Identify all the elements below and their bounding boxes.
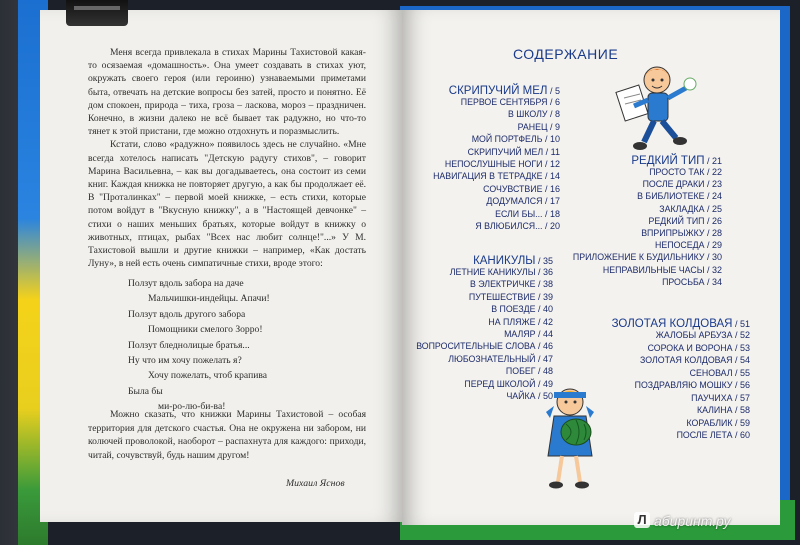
girl-with-watermelon-illustration — [532, 382, 612, 494]
toc-entry — [640, 355, 750, 365]
toc-entry-page: / 25 — [704, 203, 722, 214]
toc-entry-title: В ЭЛЕКТРИЧКЕ — [469, 279, 536, 290]
toc-entry-title: ПРОСТО ТАК — [649, 167, 705, 177]
toc-entry — [470, 279, 553, 289]
toc-entry-page: / 36 — [535, 267, 553, 277]
toc-entry-page: / 47 — [535, 353, 553, 364]
poem-line: Ползут вдоль другого забора — [128, 308, 246, 320]
toc-entry-page: / 12 — [542, 159, 560, 169]
toc-entry — [691, 393, 750, 403]
toc-entry — [461, 97, 560, 107]
toc-entry-page: / 46 — [535, 341, 553, 352]
toc-entry-title: ЖАЛОБЫ АРБУЗА — [655, 330, 733, 340]
foreword-paragraph: Меня всегда привлекала в стихах Марины Тахистовой какая-то осязаемая «домашность». Она умеет создавать в стихах уют, окружать своего героя (или героиню) узнаваемыми приметами быта, отвечать на детские вопросы без затей, просто и понятно. Её дом спокоен, природа – тиха, гроза – ласкова, мороз – праздничен. Конечно, в жизни далеко не всё бывает так радужно, но что-то тянет к этой пристани, где можно отдохнуть и поразмыслить. — [88, 47, 366, 138]
toc-entry-title: ПОСЛЕ ДРАКИ — [642, 179, 705, 190]
toc-entry-title: ДОДУМАЛСЯ — [486, 196, 543, 207]
toc-entry — [448, 354, 553, 364]
toc-entry — [643, 179, 722, 189]
toc-section-title: ЗОЛОТАЯ КОЛДОВАЯ — [611, 318, 733, 330]
poem-line: Ползут бледнолицые братья... — [128, 339, 250, 351]
toc-entry-title: МОЙ ПОРТФЕЛЬ — [471, 134, 543, 145]
toc-entry-title: ЛЕТНИЕ КАНИКУЛЫ — [449, 267, 536, 277]
toc-entry — [518, 122, 560, 132]
toc-title: СОДЕРЖАНИЕ — [513, 46, 619, 62]
toc-entry-title: РЕДКИЙ ТИП — [648, 215, 705, 226]
toc-entry-page: / 32 — [704, 264, 722, 275]
toc-entry — [506, 366, 553, 376]
toc-entry — [641, 228, 722, 238]
poem-line: Помощники смелого Зорро! — [148, 324, 263, 336]
toc-entry-page: / 24 — [704, 191, 722, 202]
toc-entry-title: НЕПОСЕДА — [655, 240, 705, 251]
toc-entry-title: ПОБЕГ — [505, 366, 536, 377]
toc-section-page: / 5 — [547, 86, 560, 96]
toc-entry-page: / 34 — [704, 276, 722, 287]
toc-entry-page: / 40 — [535, 304, 553, 315]
toc-entry-title: НЕПОСЛУШНЫЕ НОГИ — [444, 159, 543, 169]
toc-entry-title: ЕСЛИ БЫ... — [495, 208, 543, 219]
toc-entry-title: ПЕРЕД ШКОЛОЙ — [464, 378, 536, 389]
toc-entry-page: / 60 — [732, 430, 750, 440]
foreword-paragraph: Можно сказать, что книжки Марины Тахистовой – особая территория для детского счастья. Она не окружена ни забором, ни колючей проволокой, наоборот – распахнута для каждого: приходи, читай, сочувствуй, будь нашим другом! — [88, 409, 366, 461]
toc-entry-title: СКРИПУЧИЙ МЕЛ — [467, 146, 544, 157]
toc-entry — [483, 184, 560, 194]
toc-section-title: КАНИКУЛЫ — [473, 255, 536, 267]
toc-section-title: СКРИПУЧИЙ МЕЛ — [448, 85, 548, 97]
toc-entry-page: / 39 — [535, 291, 553, 302]
toc-section-heading — [473, 255, 553, 267]
toc-entry-title: В ПОЕЗДЕ — [491, 304, 536, 315]
toc-entry-title: ПАУЧИХА — [691, 392, 733, 403]
toc-entry-title: ПУТЕШЕСТВИЕ — [468, 291, 536, 302]
toc-entry-page: / 16 — [542, 183, 560, 194]
poem-line: Была бы — [128, 385, 163, 397]
toc-entry — [656, 330, 750, 340]
toc-entry-page: / 56 — [732, 380, 750, 390]
toc-entry-title: ПЕРВОЕ СЕНТЯБРЯ — [460, 97, 548, 107]
toc-section-page: / 51 — [732, 319, 750, 329]
toc-entry-page: / 57 — [732, 392, 750, 403]
poem-line: Ползут вдоль забора на даче — [128, 278, 244, 289]
toc-entry-title: Я ВЛЮБИЛСЯ... — [475, 221, 543, 231]
boy-running-illustration — [612, 58, 712, 158]
poem-line: ми-ро-лю-би-ва! — [158, 401, 226, 413]
toc-entry-page: / 20 — [542, 221, 560, 231]
toc-entry-page: / 6 — [547, 97, 560, 107]
toc-entry — [637, 191, 722, 201]
toc-entry — [468, 147, 560, 157]
foreword-text — [88, 46, 366, 270]
toc-entry-title: ВПРИПРЫЖКУ — [641, 228, 705, 238]
toc-entry — [469, 292, 553, 302]
toc-entry-title: НЕПРАВИЛЬНЫЕ ЧАСЫ — [602, 264, 705, 275]
toc-entry-page: / 53 — [732, 342, 750, 353]
toc-entry — [690, 368, 750, 378]
toc-entry — [475, 221, 560, 231]
toc-entry-title: ПРОСЬБА — [662, 276, 705, 287]
toc-entry-title: НА ПЛЯЖЕ — [488, 316, 536, 327]
toc-entry — [649, 216, 722, 226]
toc-entry-title: КОРАБЛИК — [686, 417, 733, 428]
toc-entry-title: СЕНОВАЛ — [689, 367, 733, 378]
toc-entry-page: / 49 — [535, 378, 553, 389]
toc-section-page: / 21 — [704, 156, 722, 166]
toc-entry-title: ПОСЛЕ ЛЕТА — [676, 430, 733, 440]
toc-entry-title: В БИБЛИОТЕКЕ — [637, 191, 705, 202]
toc-entry-title: СОЧУВСТВИЕ — [483, 183, 543, 194]
toc-entry-page: / 50 — [535, 391, 553, 401]
poem-line: Мальчишки-индейцы. Апачи! — [148, 293, 270, 305]
toc-entry — [486, 196, 560, 206]
toc-entry — [416, 341, 553, 351]
toc-section-heading — [612, 318, 750, 330]
toc-entry — [573, 252, 722, 262]
toc-entry-page: / 30 — [704, 252, 722, 263]
toc-entry — [450, 267, 553, 277]
toc-entry-page: / 14 — [542, 171, 560, 182]
toc-entry — [686, 418, 750, 428]
toc-entry-title: ЗОЛОТАЯ КОЛДОВАЯ — [640, 355, 733, 365]
toc-entry-title: ЗАКЛАДКА — [659, 203, 705, 214]
toc-entry-title: ПОЗДРАВЛЯЮ МОШКУ — [634, 380, 733, 390]
watermark-text: абиринт.ру — [654, 513, 731, 529]
toc-entry — [697, 405, 750, 415]
toc-entry-title: КАЛИНА — [696, 405, 733, 415]
toc-entry — [488, 317, 553, 327]
toc-entry-page: / 9 — [547, 121, 560, 132]
toc-entry-page: / 11 — [543, 146, 560, 157]
toc-entry-page: / 52 — [732, 330, 750, 340]
toc-entry — [495, 209, 560, 219]
toc-entry — [491, 304, 553, 314]
toc-entry — [659, 204, 722, 214]
toc-entry-page: / 59 — [732, 417, 750, 428]
binder-clip — [66, 0, 128, 26]
poem-line: Ну что им хочу пожелать я? — [128, 355, 242, 367]
toc-entry — [472, 134, 560, 144]
poem — [128, 276, 348, 415]
author-signature: Михаил Яснов — [286, 478, 345, 489]
foreword-closing — [88, 408, 366, 462]
foreword-paragraph: Кстати, слово «радужно» появилось здесь не случайно. «Мне всегда хотелось написать "Детскую радугу стихов", – говорит Марина Васильевна, – как вы догадываетесь, она состоит из семи книг. Каждая книжка не повторяет другую, а как бы продолжает её. В "Проталинках" – первой моей книжке, – есть стихи, которые потом войдут в "Вкусную книжку", а в "Настоящей девчонке" – стихи о наших меньших братьях, которые войдут в книжку о животных, птицах, рыбах "Всех нас любит солнце!"...» У М. Тахистовой вышли и другие книжки – например, «Как достать Луну», в ней есть очень симпатичные стихи, вроде этого: — [88, 139, 366, 270]
toc-entry — [603, 265, 722, 275]
toc-entry-page: / 17 — [542, 196, 560, 207]
toc-entry-title: СОРОКА И ВОРОНА — [647, 342, 733, 353]
toc-entry-title: В ШКОЛУ — [507, 109, 548, 120]
toc-entry-page: / 26 — [704, 215, 722, 226]
toc-entry — [445, 159, 560, 169]
toc-entry-page: / 42 — [535, 316, 553, 327]
toc-entry-page: / 18 — [542, 208, 560, 219]
toc-entry-page: / 58 — [732, 405, 750, 415]
toc-entry-page: / 22 — [704, 167, 722, 177]
toc-entry — [504, 329, 553, 339]
toc-section-title: РЕДКИЙ ТИП — [631, 155, 705, 167]
toc-entry-title: ЛЮБОЗНАТЕЛЬНЫЙ — [448, 353, 536, 364]
toc-entry-page: / 29 — [704, 240, 722, 251]
toc-entry — [677, 430, 750, 440]
toc-entry-page: / 23 — [704, 179, 722, 190]
toc-entry — [433, 171, 560, 181]
labirint-logo-icon: Л — [634, 512, 650, 528]
toc-entry — [635, 380, 750, 390]
toc-entry-page: / 55 — [732, 367, 750, 378]
toc-section-page: / 35 — [535, 256, 553, 266]
toc-entry-page: / 38 — [535, 279, 553, 290]
toc-entry — [508, 109, 560, 119]
toc-entry-page: / 28 — [704, 228, 722, 238]
toc-entry-title: МАЛЯР — [504, 329, 536, 339]
toc-entry-page: / 48 — [535, 366, 553, 377]
toc-entry — [655, 240, 722, 250]
toc-entry-title: НАВИГАЦИЯ В ТЕТРАДКЕ — [433, 171, 543, 182]
toc-entry-title: ПРИЛОЖЕНИЕ К БУДИЛЬНИКУ — [572, 252, 705, 263]
toc-entry — [648, 343, 750, 353]
toc-entry-title: ЧАЙКА — [506, 391, 536, 401]
toc-entry — [662, 277, 722, 287]
toc-entry-title: ВОПРОСИТЕЛЬНЫЕ СЛОВА — [416, 341, 536, 352]
toc-entry-page: / 8 — [547, 109, 560, 120]
toc-entry-page: / 44 — [535, 329, 553, 339]
poem-line: Хочу пожелать, чтоб крапива — [148, 370, 267, 382]
toc-entry-page: / 10 — [542, 134, 560, 145]
toc-section-heading — [449, 85, 560, 97]
toc-entry — [649, 167, 722, 177]
toc-entry-title: РАНЕЦ — [517, 121, 548, 132]
toc-entry-page: / 54 — [732, 355, 750, 365]
